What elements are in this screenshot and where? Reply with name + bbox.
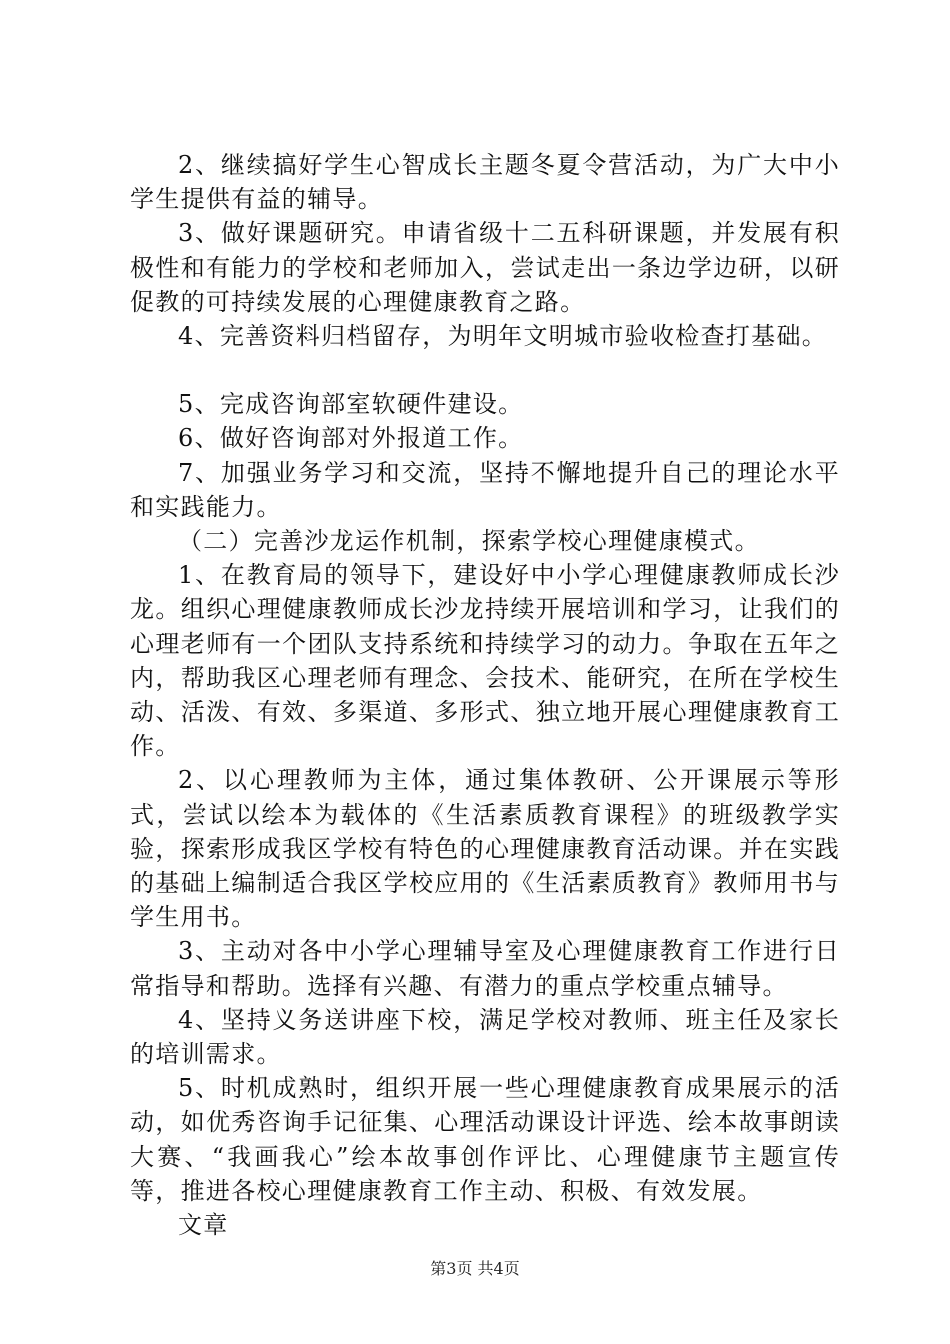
paragraph-item-5: 5、完成咨询部室软硬件建设。 bbox=[178, 390, 524, 419]
page-number-footer: 第3页 共4页 bbox=[430, 1259, 520, 1278]
paragraph-salon-4: 4、坚持义务送讲座下校，满足学校对教师、班主任及家长的培训需求。 bbox=[130, 1005, 840, 1069]
paragraph-salon-2: 2、以心理教师为主体，通过集体教研、公开课展示等形式，尝试以绘本为载体的《生活素质教育课程》的班级教学实验，探索形成我区学校有特色的心理健康教育活动课。并在实践的基础上编制适合我区学校应用的《生活素质教育》教师用书与学生用书。 bbox=[130, 766, 840, 932]
blank-line bbox=[130, 353, 840, 387]
paragraph-item-4: 4、完善资料归档留存，为明年文明城市验收检查打基础。 bbox=[178, 322, 828, 351]
paragraph-salon-5: 5、时机成熟时，组织开展一些心理健康教育成果展示的活动，如优秀咨询手记征集、心理活动课设计评选、绘本故事朗读大赛、“我画我心”绘本故事创作评比、心理健康节主题宣传等，推进各校心理健康教育工作主动、积极、有效发展。 bbox=[130, 1074, 840, 1205]
paragraph-item-2: 2、继续搞好学生心智成长主题冬夏令营活动，为广大中小学生提供有益的辅导。 bbox=[130, 151, 840, 214]
paragraph-item-3: 3、做好课题研究。申请省级十二五科研课题，并发展有积极性和有能力的学校和老师加入，尝试走出一条边学边研，以研促教的可持续发展的心理健康教育之路。 bbox=[130, 219, 840, 316]
section-heading-2: （二）完善沙龙运作机制，探索学校心理健康模式。 bbox=[178, 527, 760, 556]
paragraph-salon-3: 3、主动对各中小学心理辅导室及心理健康教育工作进行日常指导和帮助。选择有兴趣、有潜力的重点学校重点辅导。 bbox=[130, 937, 840, 1000]
trailing-text: 文章 bbox=[178, 1211, 229, 1240]
paragraph-item-7: 7、加强业务学习和交流，坚持不懈地提升自己的理论水平和实践能力。 bbox=[130, 458, 840, 521]
document-body bbox=[130, 148, 840, 1242]
paragraph-salon-1: 1、在教育局的领导下，建设好中小学心理健康教师成长沙龙。组织心理健康教师成长沙龙持续开展培训和学习，让我们的心理老师有一个团队支持系统和持续学习的动力。争取在五年之内，帮助我区心理老师有理念、会技术、能研究，在所在学校生动、活泼、有效、多渠道、多形式、独立地开展心理健康教育工作。 bbox=[130, 561, 840, 761]
paragraph-item-6: 6、做好咨询部对外报道工作。 bbox=[178, 424, 524, 453]
